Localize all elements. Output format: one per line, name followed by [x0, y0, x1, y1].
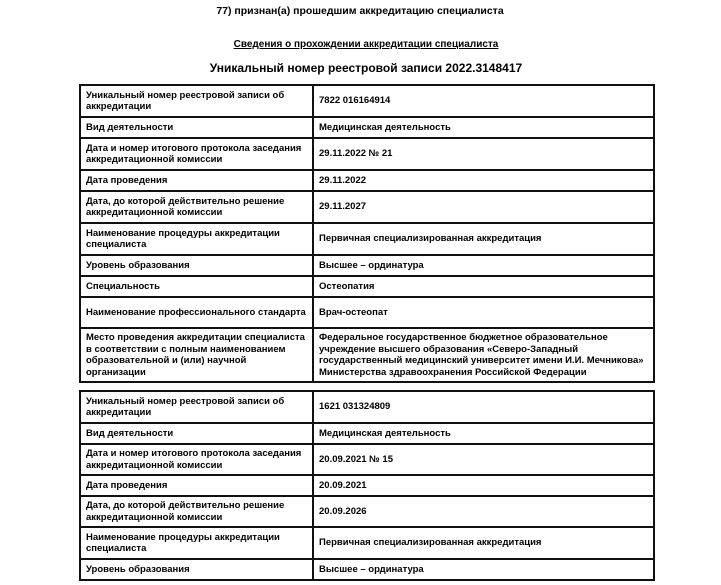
table-row: [80, 391, 654, 423]
row-value: 29.11.2027: [313, 191, 654, 223]
table-row: [80, 475, 654, 496]
table-row: [80, 423, 654, 444]
table-row: [80, 444, 654, 475]
row-label: Место проведения аккредитации специалиста в соответствии с полным наименованием образовательной и (или) научной организации: [80, 328, 313, 382]
row-label: Дата и номер итогового протокола заседания аккредитационной комиссии: [80, 444, 313, 475]
table-row: [80, 297, 654, 328]
header-line-2: 77) признан(а) прошедшим аккредитацию специалиста: [216, 5, 504, 17]
row-label: Дата, до которой действительно решение аккредитационной комиссии: [80, 191, 313, 223]
row-label: Уникальный номер реестровой записи об аккредитации: [80, 391, 313, 423]
row-value: 29.11.2022 № 21: [313, 138, 654, 170]
table-row: [80, 223, 654, 255]
accreditation-table-2: [79, 390, 655, 581]
row-value: 1621 031324809: [313, 391, 654, 423]
table-row: [80, 328, 654, 382]
table-row: [80, 276, 654, 297]
row-label: Наименование процедуры аккредитации специалиста: [80, 223, 313, 255]
row-value: 29.11.2022: [313, 170, 654, 191]
row-label: Уровень образования: [80, 559, 313, 580]
row-value: 20.09.2021 № 15: [313, 444, 654, 475]
row-value: 20.09.2026: [313, 496, 654, 527]
row-value: Остеопатия: [313, 276, 654, 297]
row-label: Дата и номер итогового протокола заседания аккредитационной комиссии: [80, 138, 313, 170]
header-cutoff-text: [60, 0, 660, 18]
accreditation-table-1: [79, 84, 655, 383]
row-label: Уникальный номер реестровой записи об аккредитации: [80, 85, 313, 117]
row-value: 7822 016164914: [313, 85, 654, 117]
row-value: Первичная специализированная аккредитация: [313, 527, 654, 559]
section-title: Сведения о прохождении аккредитации специалиста: [233, 39, 499, 50]
row-label: Дата проведения: [80, 170, 313, 191]
table-row: [80, 138, 654, 170]
table-row: [80, 255, 654, 276]
row-label: Уровень образования: [80, 255, 313, 276]
row-value: Медицинская деятельность: [313, 117, 654, 138]
row-label: Дата, до которой действительно решение аккредитационной комиссии: [80, 496, 313, 527]
row-label: Вид деятельности: [80, 423, 313, 444]
record-title: Уникальный номер реестровой записи 2022.3148417: [209, 61, 523, 75]
row-value: Федеральное государственное бюджетное образовательное учреждение высшего образования «Северо-Западный государственный медицинский университет имени И.И. Мечникова» Министерства здравоохранения Российской Федерации: [313, 328, 654, 382]
row-value: Высшее – ординатура: [313, 255, 654, 276]
table-row: [80, 559, 654, 580]
row-value: Первичная специализированная аккредитация: [313, 223, 654, 255]
row-label: Вид деятельности: [80, 117, 313, 138]
table-row: [80, 496, 654, 527]
table-row: [80, 170, 654, 191]
row-value: 20.09.2021: [313, 475, 654, 496]
table-row: [80, 117, 654, 138]
row-label: Наименование профессионального стандарта: [80, 297, 313, 328]
row-value: Медицинская деятельность: [313, 423, 654, 444]
table-row: [80, 527, 654, 559]
row-label: Специальность: [80, 276, 313, 297]
row-value: Высшее – ординатура: [313, 559, 654, 580]
table-row: [80, 191, 654, 223]
row-value: Врач-остеопат: [313, 297, 654, 328]
table-row: [80, 85, 654, 117]
row-label: Дата проведения: [80, 475, 313, 496]
row-label: Наименование процедуры аккредитации специалиста: [80, 527, 313, 559]
